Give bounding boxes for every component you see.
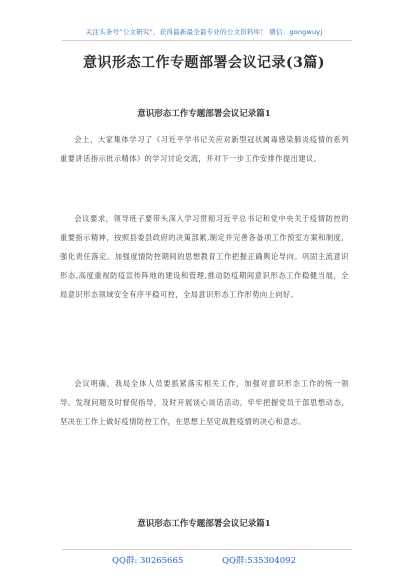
paragraph-3: 会议明确，我局全体人员要抓紧落实相关工作，加强对意识形态工作的统一领导。发现问题及时督促指导，及时开展谈心谈话活动，牢牢把握党员干部思想动态，坚决在工作上做好疫情防控工作，在思想上坚定战胜疫情的决心和意志。 — [60, 379, 349, 426]
footer — [0, 554, 408, 566]
qq-group-1: QQ群: 30265665 — [112, 556, 184, 566]
footer-divider — [62, 549, 352, 550]
document-title: 意识形态工作专题部署会议记录(3篇) — [83, 55, 325, 71]
header-divider — [62, 40, 352, 41]
promo-banner: 关注头条号“公文研究”，获得最新最全最专业的公文资料库！ 微信：gongwuyj — [85, 28, 323, 36]
paragraph-1: 会上，大家集体学习了《习近平学书记关应对新型冠状属毒感染肺炎疫情的系列重要讲话指示批示精体》的学习讨论交流，并对下一步工作安排作提出建议。 — [60, 135, 349, 163]
section-title-1: 意识形态工作专题部署会议记录篇1 — [137, 109, 271, 119]
section-title-2: 意识形态工作专题部署会议记录篇1 — [137, 519, 271, 529]
paragraph-2: 会议要求，领导班子要带头深入学习贯彻习近平总书记和党中央关于疫情防控的重要指示精神，按照县委县政府的决策部累,制定并完善各备项工作预室方案和制度，强化责任落定。加强度情防控期间的思想教育工作把握正确舆论导向。巩固主流意识形态,高度重视防疫宣传阵地的建设和管理,推动防疫期间意识形态工作稳健当展，全局意识形态领域安全有序平稳可控，全局意识形态工作形势向上向好。 — [60, 214, 349, 299]
qq-group-2: QQ群:535304092 — [222, 556, 296, 566]
